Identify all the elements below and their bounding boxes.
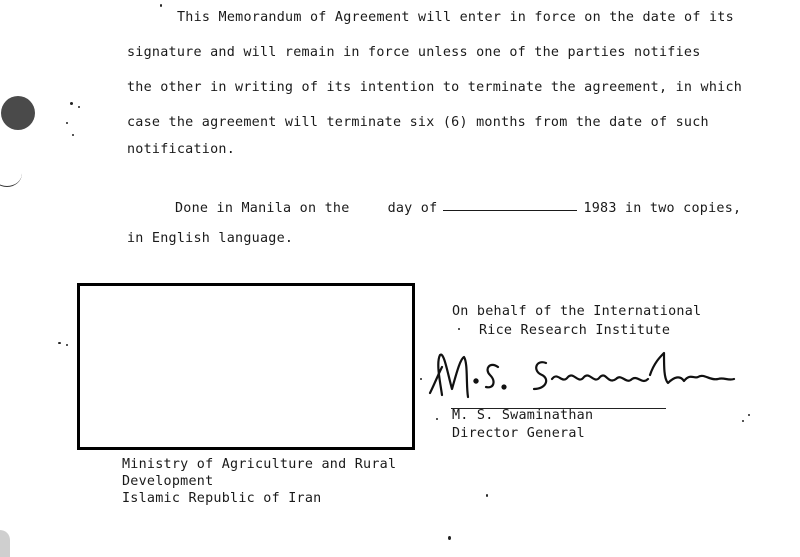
- paragraph-line-1: This Memorandum of Agreement will enter in force on the date of its: [177, 10, 734, 25]
- scan-speck: [58, 342, 61, 344]
- signatory-name: M. S. Swaminathan: [452, 408, 594, 423]
- scan-speck: [742, 420, 744, 422]
- signing-place-text: Done in Manila on the: [175, 201, 350, 216]
- signing-year-text: 1983 in two copies,: [583, 201, 742, 216]
- scan-speck: [72, 134, 74, 136]
- scan-speck: [448, 536, 451, 540]
- irri-behalf-line-1: On behalf of the International: [452, 304, 702, 319]
- paragraph-line-3: the other in writing of its intention to terminate the agreement, in which: [127, 80, 743, 95]
- irri-behalf-line-2: Rice Research Institute: [479, 323, 671, 338]
- scan-speck: [436, 418, 438, 420]
- scan-speck: [78, 106, 80, 108]
- scan-speck: [748, 414, 750, 416]
- scan-speck: [160, 4, 162, 7]
- scan-speck: [70, 102, 73, 105]
- signing-day-text: day of: [387, 201, 438, 216]
- iran-party-line-1: Ministry of Agriculture and Rural: [122, 457, 397, 472]
- scan-speck: [420, 378, 422, 380]
- page-corner-shadow: [0, 530, 10, 557]
- paragraph-line-2: signature and will remain in force unless one of the parties notifies: [127, 45, 701, 60]
- punch-hole: [1, 96, 35, 130]
- handwritten-signature: [428, 345, 748, 411]
- scan-speck: [458, 328, 460, 330]
- signatory-title: Director General: [452, 426, 585, 441]
- signing-language-line: in English language.: [127, 231, 294, 246]
- iran-party-line-3: Islamic Republic of Iran: [122, 491, 322, 506]
- iran-party-line-2: Development: [122, 474, 214, 489]
- punch-hole-edge: [0, 160, 22, 187]
- redacted-signature-box: [77, 283, 415, 450]
- scan-speck: [66, 122, 68, 124]
- paragraph-line-5: notification.: [127, 142, 236, 157]
- scan-speck: [486, 494, 488, 497]
- paragraph-line-4: case the agreement will terminate six (6) months from the date of such: [127, 115, 709, 130]
- signing-date-blank: [443, 209, 577, 211]
- scan-speck: [66, 344, 68, 346]
- signing-place-line: [175, 201, 741, 217]
